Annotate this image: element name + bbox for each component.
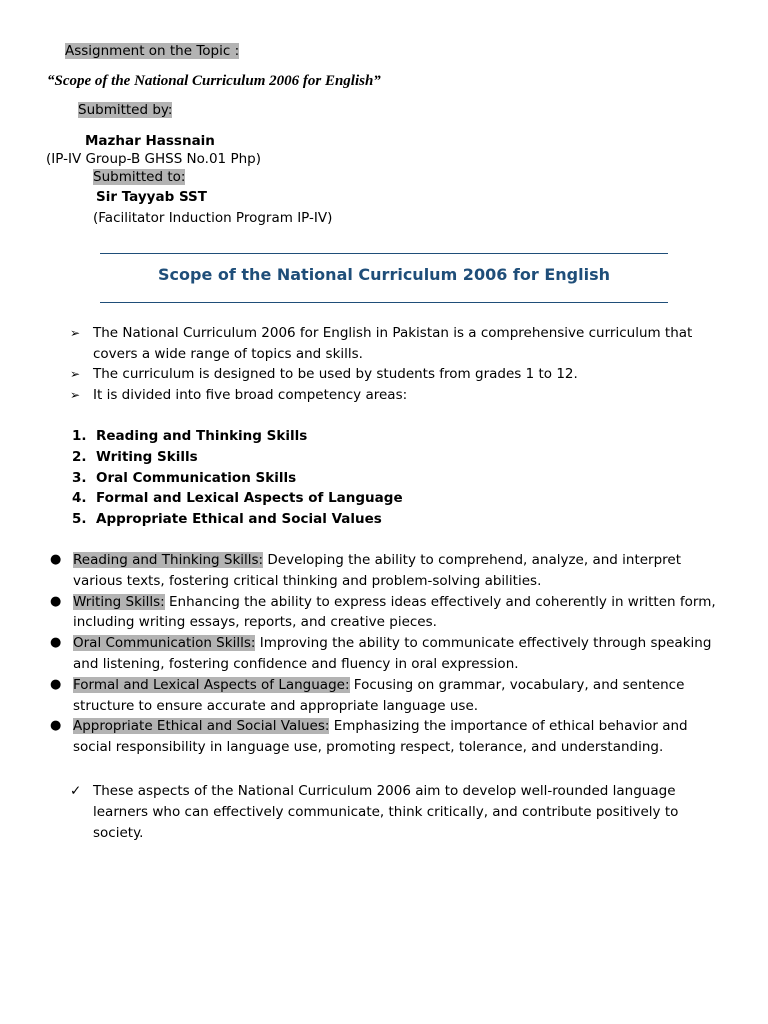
list-item: ● Writing Skills: Enhancing the ability to express ideas effectively and coherently in written form, including writing essays, reports, and creative pieces. — [50, 593, 716, 631]
recipient-role: (Facilitator Induction Program IP-IV) — [93, 210, 333, 226]
bullet-icon: ● — [50, 676, 62, 692]
list-item: ● Reading and Thinking Skills: Developing the ability to comprehend, analyze, and interpret various texts, fostering critical thinking and problem-solving abilities. — [50, 552, 682, 589]
bullet-icon: ● — [50, 718, 62, 734]
author-name: Mazhar Hassnain — [85, 133, 215, 149]
bullet-icon: ● — [50, 593, 62, 609]
submitted-by-label: Submitted by: — [78, 102, 173, 118]
list-item: ● Formal and Lexical Aspects of Language: Focusing on grammar, vocabulary, and sentence structure to ensure accurate and appropriate language use. — [50, 676, 685, 714]
arrow-bullet-icon: ➢ — [70, 367, 81, 381]
arrow-bullet-icon: ➢ — [70, 387, 81, 402]
list-item: ● Oral Communication Skills: Improving the ability to communicate effectively through speaking and listening, fostering confidence and fluency in oral expression. — [50, 635, 712, 672]
list-item: 3. Oral Communication Skills — [72, 469, 297, 486]
section-heading: Scope of the National Curriculum 2006 for English — [158, 265, 610, 284]
arrow-bullet-icon: ➢ — [70, 326, 81, 340]
list-item: ➢ The National Curriculum 2006 for English in Pakistan is a comprehensive curriculum that covers a wide range of topics and skills. — [70, 325, 693, 362]
list-item: ➢ It is divided into five broad competency areas: — [70, 385, 725, 406]
intro-list — [70, 323, 725, 405]
list-item: ➢ The curriculum is designed to be used by students from grades 1 to 12. — [70, 364, 725, 385]
list-item: ✓ These aspects of the National Curriculum 2006 aim to develop well-rounded language learners who can effectively communicate, think critically, and contribute positively to society. — [70, 783, 679, 841]
top-rule — [100, 253, 668, 254]
list-item: 4. Formal and Lexical Aspects of Language — [72, 490, 403, 507]
competency-list — [72, 426, 403, 530]
bottom-rule — [100, 302, 668, 303]
list-item: 2. Writing Skills — [72, 448, 198, 465]
list-item: 5. Appropriate Ethical and Social Values — [72, 511, 382, 528]
recipient-name: Sir Tayyab SST — [96, 189, 207, 205]
list-item: ● Appropriate Ethical and Social Values: Emphasizing the importance of ethical behavior and social responsibility in language use, promoting respect, tolerance, and understanding. — [50, 718, 688, 756]
list-item: 1. Reading and Thinking Skills — [72, 428, 308, 444]
topic-title: “Scope of the National Curriculum 2006 for English” — [47, 73, 381, 89]
description-list — [48, 550, 728, 758]
submitted-to-label: Submitted to: — [93, 169, 186, 185]
assignment-label: Assignment on the Topic : — [65, 43, 240, 59]
bullet-icon: ● — [50, 552, 62, 567]
bullet-icon: ● — [50, 635, 62, 651]
checkmark-icon: ✓ — [70, 783, 82, 799]
conclusion-list — [70, 781, 730, 843]
author-group: (IP-IV Group-B GHSS No.01 Php) — [46, 151, 261, 167]
